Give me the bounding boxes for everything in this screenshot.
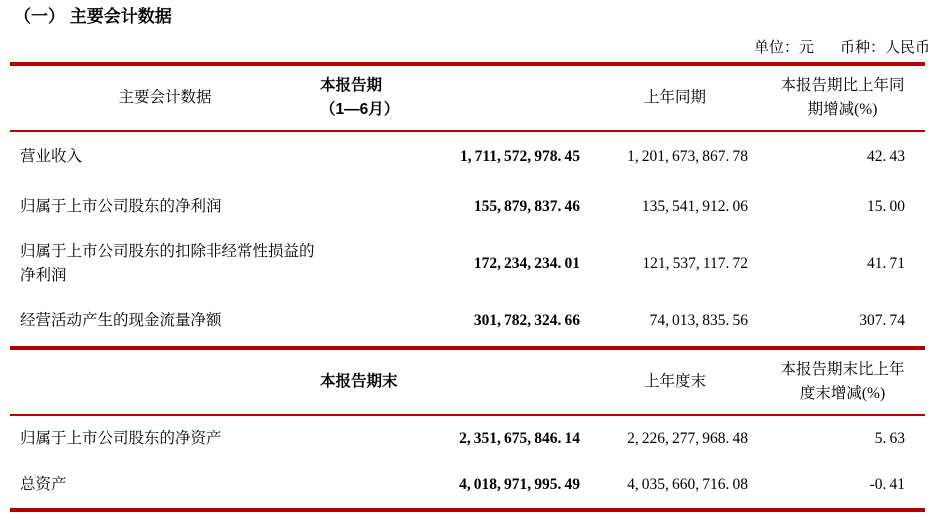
header-change-percent-line2: 期增减(%) (807, 101, 878, 118)
current-period-value: 1, 711, 572, 978. 45 (459, 148, 580, 165)
header-current-period-line1: 本报告期 (320, 77, 383, 94)
current-period-end-value: 4, 018, 971, 995. 49 (459, 476, 580, 493)
header-change-percent (760, 64, 925, 131)
table-row-operating-cash-flow (10, 296, 925, 348)
unit-label: 单位：元 (753, 40, 814, 56)
table-row-operating-revenue (10, 131, 925, 182)
change-percent-value: -0. 41 (869, 476, 905, 493)
table-header-row-period-end (10, 348, 925, 415)
table-row-net-assets (10, 415, 925, 462)
accounting-data-table (10, 62, 925, 512)
header-current-period-line2: （1—6月） (320, 101, 400, 118)
row-label: 归属于上市公司股东的扣除非经常性损益的净利润 (20, 243, 315, 284)
prior-year-end-value: 2, 226, 277, 968. 48 (627, 430, 748, 447)
header-empty-cell (10, 348, 320, 415)
current-period-value: 155, 879, 837. 46 (473, 198, 580, 215)
header-prior-year-end: 上年度末 (643, 373, 706, 390)
header-prior-period: 上年同期 (643, 89, 706, 106)
row-label: 营业收入 (20, 148, 83, 165)
prior-period-value: 135, 541, 912. 06 (641, 198, 748, 215)
row-label: 归属于上市公司股东的净利润 (20, 198, 222, 215)
header-end-change-percent-line2: 度末增减(%) (799, 385, 886, 402)
prior-period-value: 74, 013, 835. 56 (649, 312, 748, 329)
row-label: 经营活动产生的现金流量净额 (20, 312, 222, 329)
current-period-value: 301, 782, 324. 66 (473, 312, 580, 329)
prior-year-end-value: 4, 035, 660, 716. 08 (627, 476, 748, 493)
change-percent-value: 42. 43 (867, 148, 905, 165)
table-header-row-period (10, 64, 925, 131)
prior-period-value: 121, 537, 117. 72 (642, 255, 748, 272)
currency-label: 币种：人民币 (839, 40, 930, 56)
unit-note (0, 36, 930, 60)
change-percent-value: 5. 63 (874, 430, 905, 447)
current-period-end-value: 2, 351, 675, 846. 14 (459, 430, 580, 447)
change-percent-value: 15. 00 (867, 198, 905, 215)
header-change-percent-line1: 本报告期比上年同 (780, 77, 905, 94)
table-row-total-assets (10, 462, 925, 510)
current-period-value: 172, 234, 234. 01 (473, 255, 580, 272)
prior-period-value: 1, 201, 673, 867. 78 (627, 148, 748, 165)
header-end-change-percent (760, 348, 925, 415)
header-end-change-percent-line1: 本报告期末比上年 (780, 361, 905, 378)
section-title: （一） 主要会计数据 (14, 7, 172, 26)
row-label: 归属于上市公司股东的净资产 (20, 430, 222, 447)
header-current-period-end: 本报告期末 (320, 373, 398, 390)
table-row-net-profit (10, 182, 925, 232)
change-percent-value: 307. 74 (859, 312, 905, 329)
change-percent-value: 41. 71 (867, 255, 905, 272)
header-current-period (320, 64, 590, 131)
table-row-net-profit-excl-nonrecurring (10, 232, 925, 296)
header-main-accounting-data: 主要会计数据 (118, 89, 212, 106)
row-label: 总资产 (20, 476, 67, 493)
